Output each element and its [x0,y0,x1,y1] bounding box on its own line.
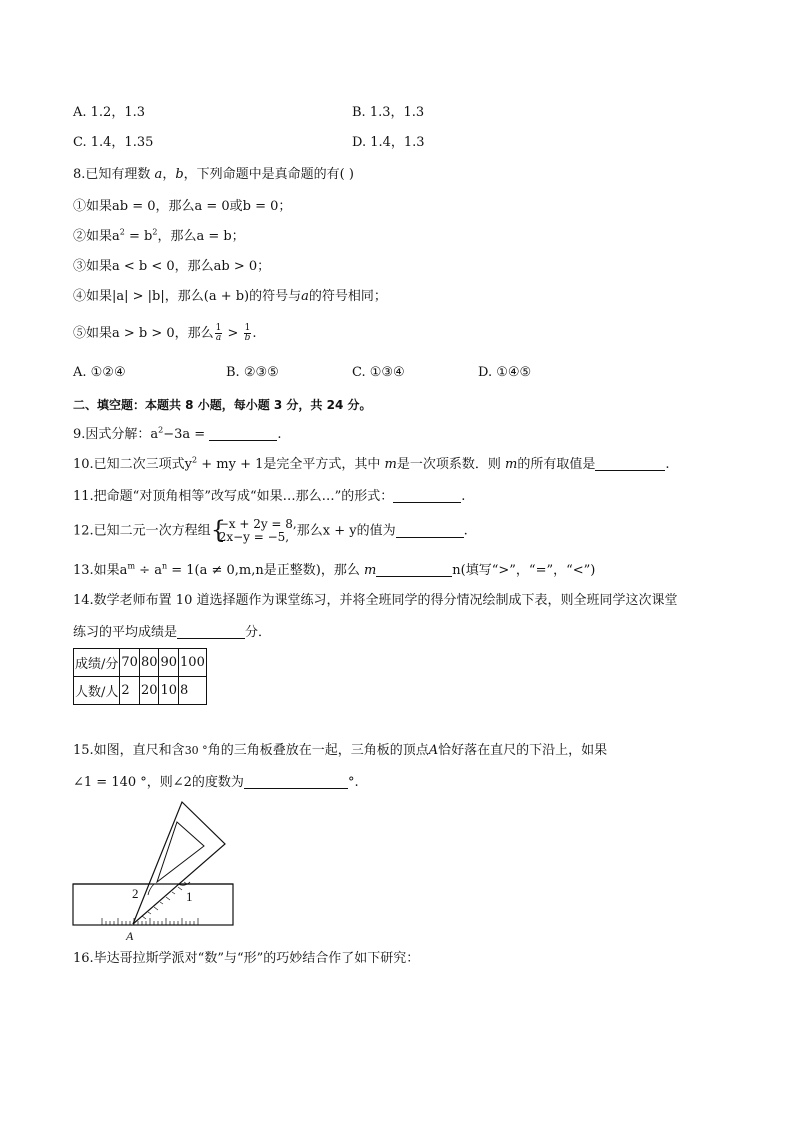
q8-option-d: D. ①④⑤ [478,365,532,380]
left-brace-icon: { [210,516,226,544]
q8-statement-5: ⑤如果a > b > 0，那么 $\frac{1}{a}$ > $\frac{1}{b}$ . [73,323,257,343]
table-cell: 100 [179,649,207,677]
q7-option-d: D. 1.4，1.3 [352,135,425,150]
q13-answer-blank[interactable] [376,562,452,577]
table-row-count [74,677,207,705]
table-cell: 8 [179,677,207,705]
q14-answer-blank[interactable] [177,624,245,639]
q12: 12.已知二元一次方程组 { −x + 2y = 8, 2x−y = −5, 那么x + y的值为 . [73,516,468,544]
table-cell: 人数/人 [74,677,120,705]
angle-2-label: 2 [132,886,139,901]
q7-option-c: C. 1.4，1.35 [73,135,154,150]
q8-option-b: B. ②③⑤ [226,365,279,380]
q8-statement-3: ③如果a < b < 0，那么ab > 0； [73,259,271,274]
section-heading-fill-blank: 二、填空题：本题共 8 小题，每小题 3 分，共 24 分。 [73,398,372,412]
q8-statement-4: ④如果|a| > |b|，那么(a + b)的符号与a的符号相同； [73,289,387,304]
q13: 13.如果$a^m \div a^n = 1(a \ne 0,m,n$是正整数)，那么 m n(填写“>”，“=”，“<”) [73,561,596,578]
q7-option-a: A. 1.2，1.3 [73,105,146,120]
q11-answer-blank[interactable] [393,488,461,503]
q8-statement-1: ①如果ab = 0，那么a = 0或b = 0； [73,199,292,214]
fraction-1-over-b: $\frac{1}{b}$ [244,323,251,343]
score-table [73,648,207,705]
equation-system: { −x + 2y = 8, 2x−y = −5, [210,516,297,544]
q11: 11.把命题“对顶角相等”改写成“如果…那么…”的形式： . [73,489,466,504]
fraction-1-over-a: $\frac{1}{a}$ [215,323,222,343]
table-cell: 90 [159,649,179,677]
table-cell: 80 [139,649,159,677]
table-cell: 20 [139,677,159,705]
angle-1-label: 1 [186,889,193,904]
q15-answer-blank[interactable] [244,774,348,789]
table-cell: 10 [159,677,179,705]
q16: 16.毕达哥拉斯学派对“数”与“形”的巧妙结合作了如下研究： [73,951,420,966]
table-row-score [74,649,207,677]
q8-statement-2: ②如果$a^2 = b^2$，那么a = b； [73,227,245,244]
table-cell: 70 [120,649,140,677]
q8-option-a: A. ①②④ [73,365,126,380]
q10-answer-blank[interactable] [595,456,665,471]
q10: 10.已知二次三项式$y^2$ + my + 1是完全平方式，其中 m是一次项系数．则 m的所有取值是 . [73,455,670,472]
q9-answer-blank[interactable] [209,426,277,441]
q12-answer-blank[interactable] [396,523,464,538]
q14-line-2: 练习的平均成绩是 分． [73,625,272,640]
q9: 9.因式分解：$a^2-3a$ = . [73,425,282,442]
q8-option-c: C. ①③④ [352,365,405,380]
q14-line-1: 14.数学老师布置 10 道选择题作为课堂练习，并将全班同学的得分情况绘制成下表，则全班同学这次课堂 [73,593,678,608]
q15-line-1: 15.如图，直尺和含30 °角的三角板叠放在一起，三角板的顶点A恰好落在直尺的下沿上，如果 [73,743,608,758]
q7-option-b: B. 1.3，1.3 [352,105,425,120]
vertex-a-label: A [126,929,134,943]
ruler-triangle-figure [72,800,242,945]
q8-stem: 8.已知有理数 a，b，下列命题中是真命题的有( ) [73,167,354,182]
table-cell: 2 [120,677,140,705]
q15-line-2: ∠1 = 140 °，则∠2的度数为 °. [73,775,359,790]
table-cell: 成绩/分 [74,649,120,677]
